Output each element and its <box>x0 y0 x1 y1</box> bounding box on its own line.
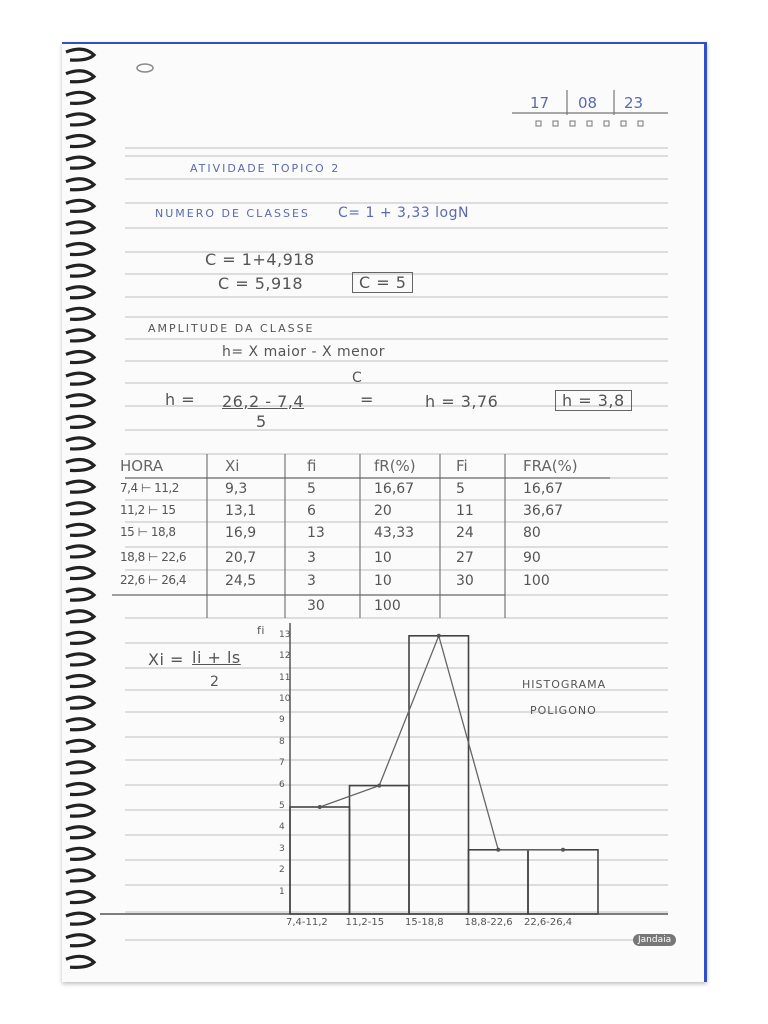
table-header-cell: Fi <box>456 457 468 475</box>
date-day: 17 <box>530 94 550 112</box>
polygon-point <box>437 634 441 638</box>
table-cell: 13 <box>307 525 325 541</box>
table-cell: 10 <box>374 550 392 566</box>
table-cell: 24,5 <box>225 573 257 589</box>
table-cell: 18,8 ⊢ 22,6 <box>120 550 187 564</box>
midpoint-den: 2 <box>210 674 220 690</box>
table-cell: 36,67 <box>523 503 564 519</box>
y-tick-label: 8 <box>279 736 285 747</box>
brand-logo: Jandaia <box>633 934 676 946</box>
y-tick-label: 7 <box>279 758 285 769</box>
y-tick-label: 6 <box>279 779 285 790</box>
page-title: ATIVIDADE TOPICO 2 <box>190 162 341 175</box>
table-cell: 24 <box>456 525 474 541</box>
table-cell: 9,3 <box>225 481 248 497</box>
amplitude-formula-den: C <box>352 370 363 386</box>
y-tick-label: 10 <box>279 694 291 704</box>
y-tick-label: 3 <box>279 843 285 854</box>
table-cell: 16,9 <box>225 525 257 541</box>
midpoint-lhs: Xi = <box>148 650 184 669</box>
amplitude-result: h = 3,8 <box>555 390 632 411</box>
table-cell: 3 <box>307 573 316 589</box>
table-cell: 11 <box>456 503 474 519</box>
table-cell: 27 <box>456 550 474 566</box>
amplitude-formula-num: h= X maior - X menor <box>222 344 385 360</box>
table-cell: 3 <box>307 550 316 566</box>
date-year: 23 <box>624 94 644 112</box>
histogram-bar <box>409 636 469 914</box>
y-tick-label: 2 <box>279 865 285 876</box>
amplitude-calc-mid: h = 3,76 <box>425 392 499 411</box>
table-cell: 22,6 ⊢ 26,4 <box>120 573 187 587</box>
table-total-cell: 100 <box>374 598 401 614</box>
frequency-polygon <box>320 636 563 850</box>
table-cell: 90 <box>523 550 541 566</box>
table-cell: 30 <box>456 573 474 589</box>
histogram-bar <box>528 850 598 914</box>
y-tick-label: 11 <box>279 672 291 683</box>
table-cell: 20,7 <box>225 550 257 566</box>
table-cell: 6 <box>307 503 316 519</box>
chart-label-histogram: HISTOGRAMA <box>522 678 607 691</box>
polygon-point <box>377 784 381 788</box>
classes-step2: C = 5,918 <box>218 274 304 293</box>
x-tick-label: 15-18,8 <box>405 917 444 928</box>
table-cell: 10 <box>374 573 392 589</box>
classes-formula: C= 1 + 3,33 logN <box>338 205 469 221</box>
table-cell: 100 <box>523 573 550 589</box>
chart-label-polygon: POLIGONO <box>530 704 597 717</box>
y-tick-label: 13 <box>279 629 291 640</box>
y-tick-label: 1 <box>279 886 285 897</box>
table-cell: 43,33 <box>374 525 415 541</box>
histogram-bar <box>290 807 350 914</box>
y-tick-label: 9 <box>279 715 285 726</box>
table-header-cell: HORA <box>120 457 164 475</box>
table-header-cell: fi <box>307 457 317 475</box>
y-tick-label: 4 <box>279 822 285 833</box>
table-cell: 15 ⊢ 18,8 <box>120 525 176 539</box>
polygon-point <box>496 848 500 852</box>
table-cell: 20 <box>374 503 392 519</box>
table-total-cell: 30 <box>307 598 325 614</box>
table-cell: 16,67 <box>374 481 415 497</box>
midpoint-num: li + ls <box>192 648 241 667</box>
histogram-bar <box>469 850 529 914</box>
amplitude-label: AMPLITUDE DA CLASSE <box>148 322 315 335</box>
x-tick-label: 18,8-22,6 <box>464 917 513 928</box>
polygon-point <box>561 848 565 852</box>
x-tick-label: 22,6-26,4 <box>524 917 573 928</box>
classes-result: C = 5 <box>352 272 413 293</box>
amplitude-calc-den: 5 <box>256 412 267 431</box>
polygon-point <box>318 805 322 809</box>
amplitude-calc-num: 26,2 - 7,4 <box>222 392 305 411</box>
date-month: 08 <box>578 94 598 112</box>
y-tick-label: 12 <box>279 651 291 662</box>
table-cell: 80 <box>523 525 541 541</box>
table-cell: 5 <box>307 481 316 497</box>
table-cell: 13,1 <box>225 503 257 519</box>
table-cell: 7,4 ⊢ 11,2 <box>120 481 179 495</box>
x-tick-label: 11,2-15 <box>345 917 385 928</box>
amplitude-equals: = <box>360 390 374 409</box>
table-header-cell: Xi <box>225 457 240 475</box>
amplitude-calc-lhs: h = <box>165 390 196 409</box>
x-tick-label: 7,4-11,2 <box>286 917 328 928</box>
histogram-bar <box>350 786 410 914</box>
y-tick-label: 5 <box>279 801 285 811</box>
table-header-cell: FRA(%) <box>523 457 578 475</box>
table-cell: 11,2 ⊢ 15 <box>120 503 176 517</box>
table-cell: 5 <box>456 481 465 497</box>
classes-step1: C = 1+4,918 <box>205 250 315 269</box>
table-header-cell: fR(%) <box>374 457 416 475</box>
table-cell: 16,67 <box>523 481 564 497</box>
classes-label: NUMERO DE CLASSES <box>155 207 310 220</box>
chart-ylabel: fi <box>257 624 265 637</box>
